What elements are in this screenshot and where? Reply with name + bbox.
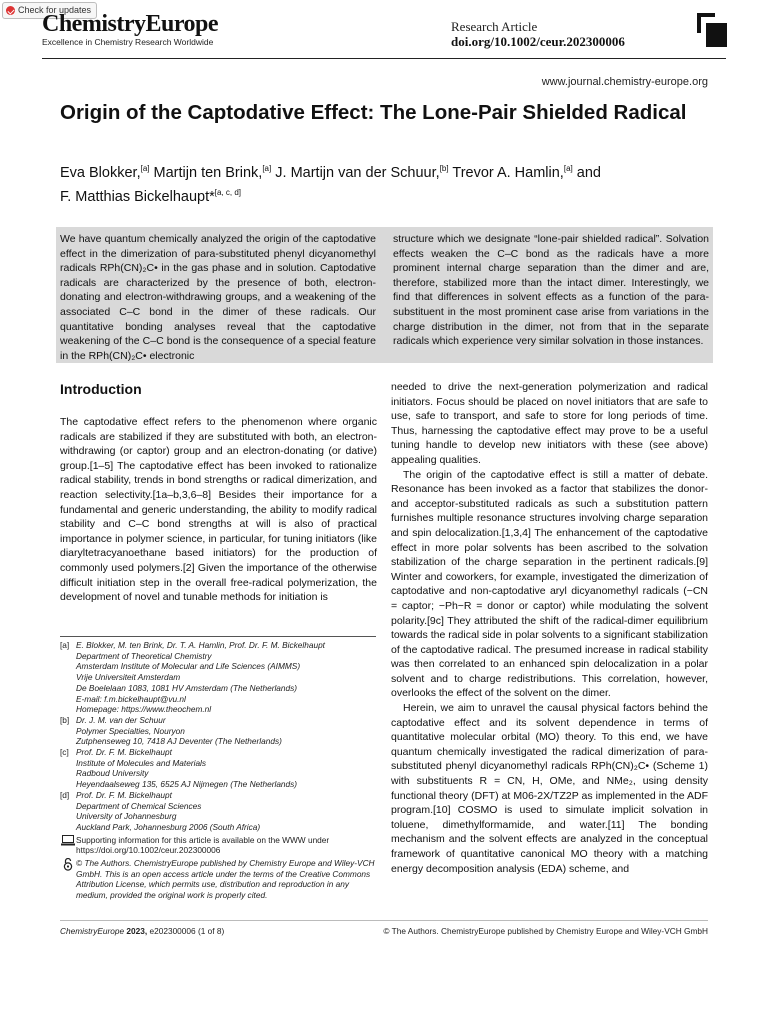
- footer-year: 2023,: [126, 926, 148, 936]
- affiliation-line: Auckland Park, Johannesburg 2006 (South Africa): [76, 821, 261, 832]
- open-access-text: © The Authors. ChemistryEurope published by Chemistry Europe and Wiley-VCH GmbH. This is an open access article under the terms of the Creative Commons Attribution License, which permits use, distribution and reproduction in any medium, provided the original work is properly cited.: [76, 858, 375, 901]
- body-paragraph: The captodative effect refers to the phenomenon where organic radicals are stabilized if they are substituted with both, an electron-withdrawing (or captor) group and an electron-donating (or dative) group.[1–5] The captodative effect has been invoked to rationalize radical stability, trends in bond strengths or radical dimerization, and reaction selectivity.[1a–b,3,6–8] Besides their importance for a fundamental and generic understanding, the ability to modify radical stability and C–C bond strengths at will is also of practical importance in polymer science, in particular, for tuning initiators (like diaryltetracyanoethane based initiators) for the production of commonly used polymers.[2] Given the importance of the otherwise difficult initiation step in the overall free-radical polymerization, the development of novel and tunable methods for initiation is: [60, 416, 377, 604]
- affiliation-d: [60, 790, 378, 833]
- header-divider: [42, 58, 726, 59]
- footer-journal: ChemistryEurope: [60, 926, 125, 936]
- check-circle-icon: [6, 6, 15, 15]
- supporting-info-note: [60, 835, 378, 856]
- author-name: Martijn ten Brink,: [153, 164, 263, 181]
- author-affiliation: [b]: [439, 164, 449, 173]
- author-affiliation: [a, c, d]: [214, 187, 241, 197]
- author-name: F. Matthias Bickelhaupt*: [60, 188, 215, 205]
- journal-logo-icon: [697, 13, 727, 47]
- affiliation-a: [60, 640, 378, 715]
- body-right-column: [391, 380, 708, 876]
- affiliation-line: University of Johannesburg: [76, 811, 177, 822]
- badge-label: Check for updates: [18, 5, 92, 15]
- affiliation-line: Prof. Dr. F. M. Bickelhaupt: [76, 789, 172, 800]
- affiliation-footnotes: [60, 640, 378, 901]
- footer-copyright: © The Authors. ChemistryEurope published by Chemistry Europe and Wiley-VCH GmbH: [383, 926, 708, 936]
- affiliation-line: Amsterdam Institute of Molecular and Life Sciences (AIMMS): [76, 661, 301, 672]
- affiliation-line: E. Blokker, M. ten Brink, Dr. T. A. Hamlin, Prof. Dr. F. M. Bickelhaupt: [76, 640, 325, 650]
- doi-link[interactable]: doi.org/10.1002/ceur.202300006: [451, 34, 625, 49]
- affiliation-label: [d]: [60, 789, 70, 800]
- affiliation-line: Department of Chemical Sciences: [76, 800, 202, 811]
- abstract-right-column: structure which we designate “lone-pair shielded radical”. Solvation effects weaken the C–C bond as the radicals have a more prominent internal charge separation than the dimer and are, therefore, stabilized more than the intact dimer. Interestingly, we find that differences in solvent effects as a function of the para-substituent in the most prominent case arise from variations in the charge distribution in the dimer, not from that in the separate radicals which experience very similar solvation in those instances.: [393, 233, 709, 348]
- article-title: Origin of the Captodative Effect: The Lone-Pair Shielded Radical: [60, 101, 687, 124]
- body-paragraph: The origin of the captodative effect is still a matter of debate. Resonance has been invoked as a factor that stabilizes the donor- and acceptor-substituted radicals as such a substitution pattern furnishes multiple resonance structures involving charge separation and spin delocalization.[1,3,4] The enhancement of the captodative effect in more polar solvents has been ascribed to the solvation stabilization of the charge separation in the pertinent radicals.[9] Winter and coworkers, for example, investigated the dimerization of captodative and non-captodative aryl dicyanomethyl radicals (−CN = captor; −Ph−R = donor or captor) while modulating the solvent polarity.[9c] They attributed the shift of the radical-dimer equilibrium towards the radical side in polar solvents to a significant stabilization of the captodative radical. The presumed increase in radical stability was then correlated to an enhanced spin delocalization in a polar solvent and to charge redistributions. This correlation, however, overlooks the effect of the solvent on the dimer.: [391, 468, 708, 700]
- author-conjunction: and: [576, 164, 601, 181]
- affiliation-b: [60, 715, 378, 747]
- affiliation-line: Institute of Molecules and Materials: [76, 757, 207, 768]
- affiliation-line: Polymer Specialties, Nouryon: [76, 725, 185, 736]
- author-list: [60, 159, 720, 207]
- homepage-link[interactable]: Homepage: https://www.theochem.nl: [76, 704, 212, 715]
- open-access-note: [60, 858, 378, 901]
- affiliation-line: Prof. Dr. F. M. Bickelhaupt: [76, 747, 172, 758]
- affiliation-line: De Boelelaan 1083, 1081 HV Amsterdam (The Netherlands): [76, 682, 298, 693]
- author-affiliation: [a]: [262, 164, 272, 173]
- article-type: Research Article: [451, 19, 538, 34]
- supporting-info-text: Supporting information for this article is available on the WWW under https://doi.org/10.1002/ceur.202300006: [76, 834, 330, 856]
- affiliation-label: [a]: [60, 640, 70, 650]
- affiliation-line: Dr. J. M. van der Schuur: [76, 714, 166, 725]
- journal-tagline: Excellence in Chemistry Research Worldwide: [42, 37, 214, 47]
- journal-name: ChemistryEurope: [42, 11, 219, 37]
- section-heading: Introduction: [60, 381, 142, 397]
- affiliation-line: Radboud University: [76, 768, 149, 779]
- affiliation-c: [60, 747, 378, 790]
- email-link[interactable]: E-mail: f.m.bickelhaupt@vu.nl: [76, 693, 186, 704]
- affiliation-label: [b]: [60, 714, 70, 725]
- footer-divider: [60, 920, 708, 921]
- affiliation-line: Vrije Universiteit Amsterdam: [76, 672, 181, 683]
- affiliation-line: Heyendaalseweg 135, 6525 AJ Nijmegen (The Netherlands): [76, 779, 298, 790]
- computer-icon: [60, 835, 76, 846]
- open-access-icon: [60, 858, 76, 871]
- author-affiliation: [a]: [140, 164, 150, 173]
- affiliation-label: [c]: [60, 747, 69, 758]
- footnote-divider: [60, 636, 376, 637]
- author-name: J. Martijn van der Schuur,: [275, 164, 440, 181]
- body-paragraph: Herein, we aim to unravel the causal physical factors behind the captodative effect and its solvent dependence in terms of quantitative molecular orbital (MO) theory. To this end, we have quantum chemically investigated the radical dimerization of para-substituted phenyl dicyanomethyl radicals RPh(CN)₂C• (Scheme 1) with substituents R = CN, H, OMe, and NMe₂, using density functional theory (DFT) at M06-2X/TZ2P as implemented in the ADF program.[10] COSMO is used to simulate implicit solvation in toluene, dimethylformamide, and water.[11] The bonding mechanism and the solvent effects are analyzed in the conceptual framework of quantitative canonical MO theory with a matching energy decomposition analysis (EDA) scheme, and: [391, 702, 708, 875]
- body-paragraph: needed to drive the next-generation polymerization and radical initiators. Focus should be placed on novel initiators that are safe to use, safe to transport, and safe to store for long periods of time. Thus, harnessing the captodative effect may prove to be a useful tuning handle to develop new initiators with these (see above) appealing qualities.: [391, 381, 708, 466]
- author-name: Eva Blokker,: [60, 164, 141, 181]
- body-left-column: [60, 380, 377, 605]
- abstract-left-column: We have quantum chemically analyzed the origin of the captodative effect in the dimerization of para-substituted phenyl dicyanomethyl radicals RPh(CN)₂C• in the gas phase and in solution. Captodative radicals are characterized by the presence of both, electron-donating and electron-withdrawing groups, and a weakening of the associated C–C bond in the dimer of these radicals. Our quantitative bonding analyses reveal that the captodative weakening of the C–C bond is the consequence of a special feature in the RPh(CN)₂C• electronic: [60, 233, 376, 362]
- abstract-box: [56, 227, 713, 363]
- author-name: Trevor A. Hamlin,: [452, 164, 564, 181]
- journal-url[interactable]: www.journal.chemistry-europe.org: [541, 76, 708, 88]
- footer-article-number: e202300006 (1 of 8): [149, 926, 225, 936]
- affiliation-line: Department of Theoretical Chemistry: [76, 650, 212, 661]
- affiliation-line: Zutphenseweg 10, 7418 AJ Deventer (The Netherlands): [76, 736, 282, 747]
- footer-citation: [60, 926, 224, 936]
- author-affiliation: [a]: [563, 164, 573, 173]
